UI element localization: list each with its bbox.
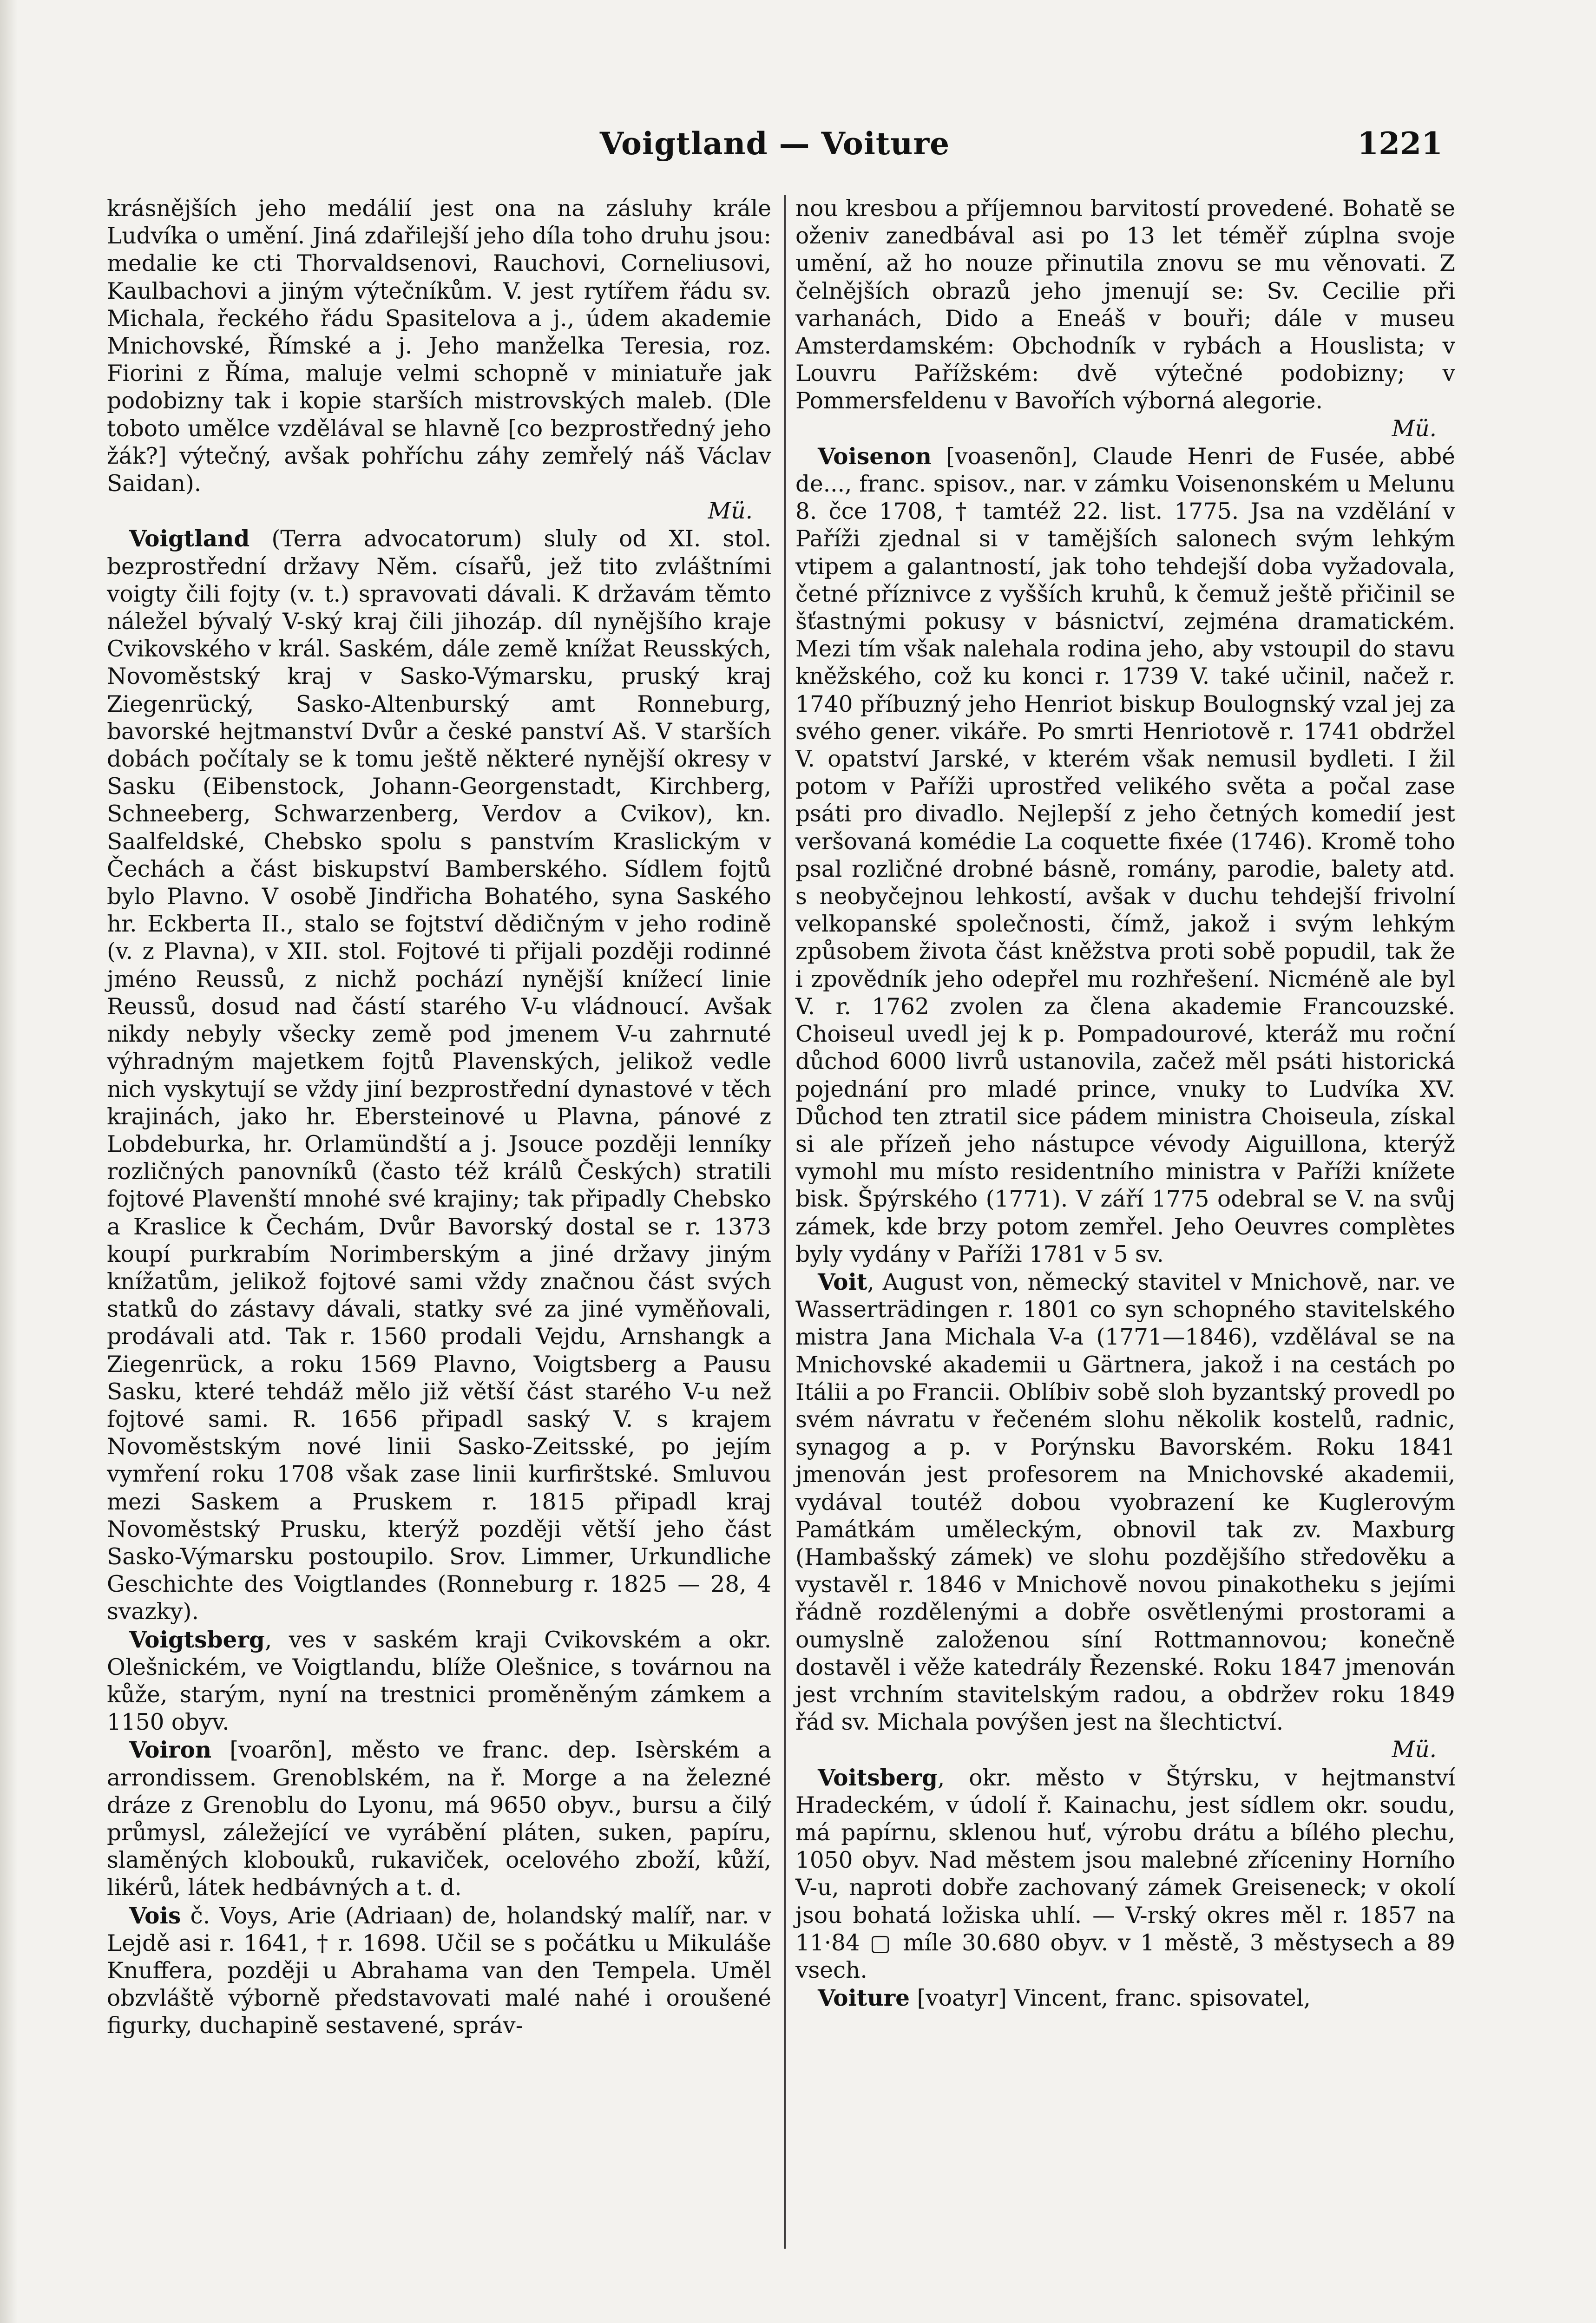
entry-text: č. Voys, Arie (Adriaan) de, holandský malíř, nar. v Lejdě asi r. 1641, † r. 1698. Učil se s počátku u Mikuláše Knuffera, později u Abrahama van den Tempela. Uměl obzvláště výborně představovati malé nahé i oroušené figurky, duchapině sestavené, správ-: [107, 1903, 771, 2039]
left-column: [107, 195, 771, 2040]
entry-text: , ves v saském kraji Cvikovském a okr. Olešnickém, ve Voigtlandu, blíže Olešnice, s továrnou na kůže, starým, nyní na trestnici proměněným zámkem a 1150 obyv.: [107, 1627, 771, 1736]
dictionary-entry: [795, 1268, 1455, 1764]
entry-headword: Voigtsberg: [129, 1626, 265, 1653]
entry-text: [voatyr] Vincent, franc. spisovatel,: [910, 1985, 1311, 2012]
entry-text: , okr. město v Štýrsku, v hejtmanství Hradeckém, v údolí ř. Kainachu, jest sídlem okr. soudu, má papírnu, sklenou huť, výrobu drátu a bílého plechu, 1050 obyv. Nad městem jsou malebné zříceniny Horního V-u, naproti dobře zachovaný zámek Greiseneck; v okolí jsou bohatá ložiska uhlí. — V-rský okres měl r. 1857 na 11·84 ▢ míle 30.680 obyv. v 1 městě, 3 městysech a 89 vsech.: [795, 1765, 1455, 1983]
running-title: Voigtland — Voiture: [599, 125, 950, 162]
dictionary-entry: [795, 1764, 1455, 1985]
author-signature: Mü.: [708, 498, 753, 525]
page-header: [107, 125, 1443, 177]
dictionary-entry: [107, 1736, 771, 1902]
entry-headword: Voiture: [818, 1985, 910, 2012]
entry-headword: Voisenon: [818, 443, 932, 470]
entry-headword: Voitsberg: [818, 1764, 938, 1791]
dictionary-entry: [107, 1626, 771, 1737]
dictionary-entry: [795, 1984, 1455, 2012]
entry-headword: Voiron: [129, 1737, 212, 1764]
scan-shadow-left: [0, 0, 18, 2323]
dictionary-entry: [795, 443, 1455, 1268]
entry-headword: Voigtland: [129, 525, 250, 552]
entry-continuation: [795, 195, 1455, 443]
author-signature: Mü.: [1392, 1737, 1437, 1763]
entry-continuation: [107, 195, 771, 525]
right-column: [795, 195, 1455, 2012]
entry-headword: Voit: [818, 1268, 867, 1295]
page-number: 1221: [1357, 125, 1443, 162]
entry-text: nou kresbou a příjemnou barvitostí provedené. Bohatě se oženiv zanedbával asi po 13 let téměř zúplna svoje umění, až ho nouze přinutila znovu se mu věnovati. Z čelnějších obrazů jeho jmenují se: Sv. Cecilie při varhanách, Dido a Eneáš v bouři; dále v museu Amsterdamském: Obchodník v rybách a Houslista; v Louvru Pařížském: dvě výtečné podobizny; v Pommersfeldenu v Bavořích výborná alegorie.: [795, 196, 1455, 414]
dictionary-entry: [107, 525, 771, 1626]
entry-text: [voasenõn], Claude Henri de Fusée, abbé de..., franc. spisov., nar. v zámku Voisenonském u Melunu 8. čce 1708, † tamtéž 22. list. 1775. Jsa na vzdělání v Paříži zjednal si v tamějších salonech svým lehkým vtipem a galantností, jak toho tehdejší doba vyžadovala, četné příznivce z vyšších kruhů, k čemuž ještě přičinil se šťastnými pokusy v básnictví, zejména dramatickém. Mezi tím však nalehala rodina jeho, aby vstoupil do stavu kněžského, což ku konci r. 1739 V. také učinil, načež r. 1740 příbuzný jeho Henriot biskup Boulognský vzal jej za svého gener. vikáře. Po smrti Henriotově r. 1741 obdržel V. opatství Jarské, v kterém však nemusil bydleti. I žil potom v Paříži uprostřed velikého světa a počal zase psáti pro divadlo. Nejlepší z jeho četných komedií jest veršovaná komédie La coquette fixée (1746). Kromě toho psal rozličné drobné básně, romány, parodie, balety atd. s neobyčejnou lehkostí, avšak v duchu tehdejší frivolní velkopanské společnosti, čímž, jakož i svým lehkým způsobem života část kněžstva proti sobě popudil, tak že i zpovědník jeho odepřel mu rozhřešení. Nicméně ale byl V. r. 1762 zvolen za člena akademie Francouzské. Choiseul uvedl jej k p. Pompadourové, kteráž mu roční důchod 6000 livrů ustanovila, začež měl psáti historická pojednání pro mladé prince, vnuky to Ludvíka XV. Důchod ten ztratil sice pádem ministra Choiseula, získal si ale přízeň jeho nástupce vévody Aiguillona, kterýž vymohl mu místo residentního ministra v Paříži knížete bisk. Špýrského (1771). V září 1775 odebral se V. na svůj zámek, kde brzy potom zemřel. Jeho Oeuvres complètes byly vydány v Paříži 1781 v 5 sv.: [795, 443, 1455, 1267]
entry-text: , August von, německý stavitel v Mnichově, nar. ve Wasserträdingen r. 1801 co syn schopného stavitelského mistra Jana Michala V-a (1771—1846), vzdělával se na Mnichovské akademii u Gärtnera, jakož i na cestách po Itálii a po Francii. Oblíbiv sobě sloh byzantský provedl po svém návratu v řečeném slohu několik kostelů, radnic, synagog a p. v Porýnsku Bavorském. Roku 1841 jmenován jest profesorem na Mnichovské akademii, vydával toutéž dobou vyobrazení ke Kuglerovým Památkám uměleckým, obnovil tak zv. Maxburg (Hambašský zámek) ve slohu pozdějšího středověku a vystavěl r. 1846 v Mnichově novou pinakotheku s jejími řádně rozdělenými a dobře osvětlenými prostorami a oumyslně založenou síní Rottmannovou; konečně dostavěl i věže katedrály Řezenské. Roku 1847 jmenován jest vrchním stavitelským radou, a obdržev roku 1849 řád sv. Michala povýšen jest na šlechtictví.: [795, 1269, 1455, 1736]
entry-text: [voarõn], město ve franc. dep. Isèrském a arrondissem. Grenoblském, na ř. Morge a na železné dráze z Grenoblu do Lyonu, má 9650 obyv., bursu a čilý průmysl, záležející ve vyrábění pláten, suken, papíru, slaměných klobouků, rukaviček, ocelového zboží, kůží, likérů, látek hedbávných a t. d.: [107, 1737, 771, 1901]
author-signature: Mü.: [1392, 415, 1437, 442]
column-rule: [784, 195, 786, 2249]
dictionary-entry: [107, 1902, 771, 2040]
entry-headword: Vois: [129, 1902, 181, 1929]
entry-text: (Terra advocatorum) sluly od XI. stol. bezprostřední državy Něm. císařů, jež tito zvláštními voigty čili fojty (v. t.) spravovati dávali. K državám těmto náležel bývalý V-ský kraj čili jihozáp. díl nynějšího kraje Cvikovského v král. Saském, dále země knížat Reusských, Novoměstský kraj v Sasko-Výmarsku, pruský kraj Ziegenrücký, Sasko-Altenburský amt Ronneburg, bavorské hejtmanství Dvůr a české panství Aš. V starších dobách počítaly se k tomu ještě některé nynější okresy v Sasku (Eibenstock, Johann-Georgenstadt, Kirchberg, Schneeberg, Schwarzenberg, Verdov a Cvikov), kn. Saalfeldské, Chebsko spolu s panstvím Kraslickým v Čechách a část biskupství Bamberského. Sídlem fojtů bylo Plavno. V osobě Jindřicha Bohatého, syna Saského hr. Eckberta II., stalo se fojtství dědičným v jeho rodině (v. z Plavna), v XII. stol. Fojtové ti přijali později rodinné jméno Reussů, z nichž pochází nynější knížecí linie Reussů, dosud nad částí starého V-u vládnoucí. Avšak nikdy nebyly všecky země pod jmenem V-u zahrnuté výhradným majetkem fojtů Plavenských, jelikož vedle nich vyskytují se vždy jiní bezprostřední dynastové v těch krajinách, jako hr. Ebersteinové u Plavna, pánové z Lobdeburka, hr. Orlamündští a j. Jsouce později lenníky rozličných panovníků (často též králů Českých) stratili fojtové Plavenští mnohé své krajiny; tak připadly Chebsko a Kraslice k Čechám, Dvůr Bavorský dostal se r. 1373 koupí purkrabím Norimberským a jiné državy jiným knížatům, jelikož fojtové sami vždy značnou část svých statků do zástavy dávali, statky své za jiné vyměňovali, prodávali atd. Tak r. 1560 prodali Vejdu, Arnshangk a Ziegenrück, a roku 1569 Plavno, Voigtsberg a Pausu Sasku, které tehdáž mělo již větší část starého V-u než fojtové sami. R. 1656 připadl saský V. s krajem Novoměstským nové linii Sasko-Zeitsské, po jejím vymření roku 1708 však zase linii kurfirštské. Smluvou mezi Saskem a Pruskem r. 1815 připadl kraj Novoměstský Prusku, kterýž později větší jeho část Sasko-Výmarsku postoupilo. Srov. Limmer, Urkundliche Geschichte des Voigtlandes (Ronneburg r. 1825 — 28, 4 svazky).: [107, 526, 771, 1625]
entry-text: krásnějších jeho medálií jest ona na zásluhy krále Ludvíka o umění. Jiná zdařilejší jeho díla toho druhu jsou: medalie ke cti Thorvaldsenovi, Rauchovi, Corneliusovi, Kaulbachovi a jiným výtečníkům. V. jest rytířem řádu sv. Michala, řeckého řádu Spasitelova a j., údem akademie Mnichovské, Římské a j. Jeho manželka Teresia, roz. Fiorini z Říma, maluje velmi schopně v miniatuře jak podobizny tak i kopie starších mistrovských maleb. (Dle toboto umělce vzdělával se hlavně [co bezprostředný jeho žák?] výtečný, avšak pohříchu záhy zemřelý náš Václav Saidan).: [107, 196, 771, 497]
